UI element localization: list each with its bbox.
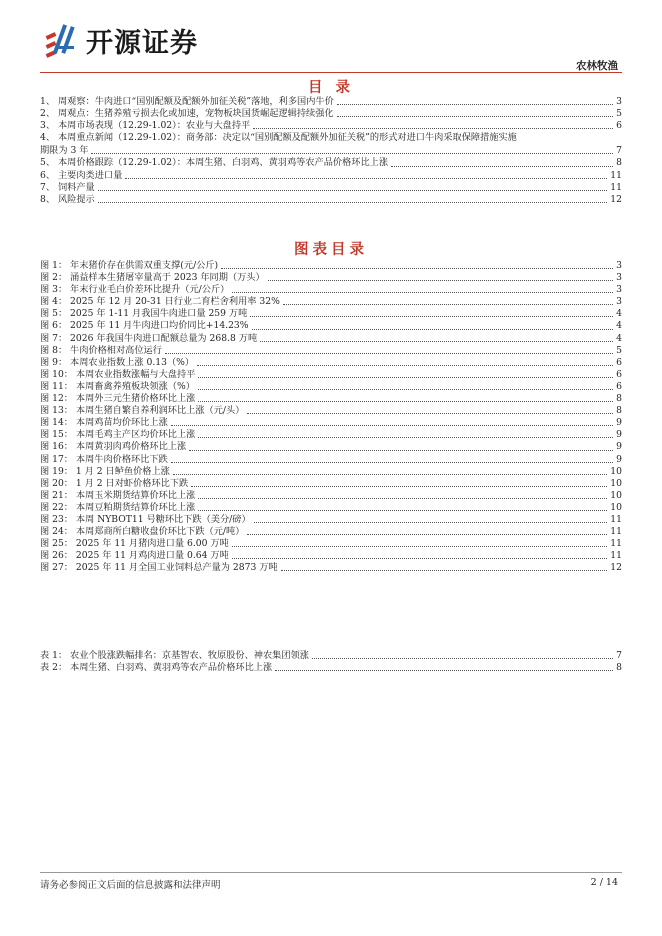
- figure-item-page: 9: [616, 429, 622, 441]
- figure-item[interactable]: [40, 514, 622, 526]
- toc-item[interactable]: 1、 周观察：牛肉进口“国别配额及配额外加征关税”落地，利多国内牛价 3: [40, 96, 622, 107]
- figure-item[interactable]: [40, 405, 622, 417]
- figure-item-label: 图 23： 本周 NYBOT11 号糖环比下跌（美分/磅）: [40, 513, 251, 525]
- figure-item-label: 图 4： 2025 年 12 月 20-31 日行业二育栏舍利用率 32%: [40, 296, 280, 308]
- table-item[interactable]: [40, 662, 622, 674]
- figure-item[interactable]: [40, 369, 622, 381]
- figure-item[interactable]: [40, 550, 622, 562]
- dot-leader: [165, 353, 613, 354]
- dot-leader: [198, 437, 613, 438]
- dot-leader: [247, 534, 607, 535]
- figure-item-label: 图 20： 1 月 2 日对虾价格环比下跌: [40, 477, 189, 489]
- figure-item-page: 8: [616, 405, 622, 417]
- brand-name: 开源证券: [86, 27, 198, 59]
- figure-item[interactable]: [40, 526, 622, 538]
- figure-item[interactable]: [40, 345, 622, 357]
- figure-item[interactable]: [40, 441, 622, 453]
- figures-list: [40, 260, 622, 574]
- figure-item[interactable]: [40, 502, 622, 514]
- figure-item[interactable]: [40, 357, 622, 369]
- dot-leader: [247, 413, 613, 414]
- toc-item[interactable]: 5、 本周价格跟踪（12.29-1.02）：本周生猪、白羽鸡、黄羽鸡等农产品价格环比上涨 8: [40, 157, 622, 169]
- figure-item-label: 图 26： 2025 年 11 月鸡肉进口量 0.64 万吨: [40, 550, 229, 562]
- figure-item-label: 图 12： 本周外三元生猪价格环比上涨: [40, 393, 196, 405]
- figure-item-page: 6: [616, 380, 622, 392]
- toc-item[interactable]: 8、 风险提示 12: [40, 193, 622, 205]
- figure-item[interactable]: [40, 417, 622, 429]
- figure-item-page: 3: [616, 272, 622, 284]
- figure-item[interactable]: [40, 308, 622, 320]
- page-number: 2 / 14: [590, 877, 618, 888]
- footer-divider: [40, 872, 622, 873]
- dot-leader: [250, 316, 613, 317]
- logo-mark-icon: [44, 20, 78, 60]
- figures-title: 图表目录: [294, 241, 368, 258]
- figure-item-label: 图 8： 牛肉价格相对高位运行: [40, 344, 162, 356]
- figure-item[interactable]: [40, 381, 622, 393]
- figure-item[interactable]: [40, 466, 622, 478]
- figure-item-page: 10: [610, 477, 622, 489]
- figure-item-page: 10: [610, 501, 622, 513]
- toc-item[interactable]: 2、 周观点：生猪养殖亏损去化或加速，宠物板块国货崛起逻辑持续强化 5: [40, 108, 622, 120]
- header-divider: [40, 72, 622, 73]
- figure-item-page: 3: [616, 296, 622, 308]
- dot-leader: [198, 389, 613, 390]
- figure-item-label: 图 1： 年末猪价存在供需双重支撑(元/公斤): [40, 260, 219, 271]
- figure-item-page: 4: [616, 308, 622, 320]
- figure-item[interactable]: [40, 490, 622, 502]
- figure-item-page: 3: [616, 284, 622, 296]
- figure-item[interactable]: [40, 478, 622, 490]
- figure-item[interactable]: [40, 296, 622, 308]
- table-item[interactable]: [40, 650, 622, 662]
- figure-item[interactable]: [40, 320, 622, 332]
- dot-leader: [197, 365, 613, 366]
- figure-item-label: 图 3： 年末行业毛白价差环比提升（元/公斤）: [40, 284, 230, 296]
- figure-item[interactable]: [40, 429, 622, 441]
- toc-item[interactable]: 6、 主要肉类进口量 11: [40, 169, 622, 181]
- figure-item-label: 图 11： 本周畜禽养殖板块领涨（%）: [40, 380, 195, 392]
- figure-item-label: 图 15： 本周毛鸡主产区均价环比上涨: [40, 429, 196, 441]
- figure-item-label: 图 21： 本周玉米期货结算价环比上涨: [40, 489, 196, 501]
- figure-item-page: 9: [616, 441, 622, 453]
- figure-item-page: 10: [610, 489, 622, 501]
- figure-item[interactable]: [40, 393, 622, 405]
- figure-item-page: 4: [616, 320, 622, 332]
- figure-item-page: 11: [610, 526, 622, 538]
- dot-leader: [252, 329, 614, 330]
- figure-item-label: 图 7： 2026 年我国牛肉进口配额总量为 268.8 万吨: [40, 332, 258, 344]
- figure-item-label: 图 25： 2025 年 11 月猪肉进口量 6.00 万吨: [40, 538, 229, 550]
- dot-leader: [173, 474, 607, 475]
- figure-item-page: 3: [616, 260, 622, 271]
- table-item-page: 7: [616, 650, 622, 661]
- dot-leader: [268, 280, 613, 281]
- toc-title: 目 录: [307, 79, 355, 96]
- toc-item[interactable]: 7、 饲料产量 11: [40, 181, 622, 193]
- dot-leader: [232, 558, 608, 559]
- dot-leader: [281, 570, 608, 571]
- toc-item[interactable]: 4、 本周重点新闻（12.29-1.02）：商务部：决定以“国别配额及配额外加征关税”的形式对进口牛肉采取保障措施实施 期限为 3 年 7: [40, 132, 622, 156]
- figure-item[interactable]: [40, 333, 622, 345]
- dot-leader: [232, 292, 613, 293]
- dot-leader: [221, 268, 613, 269]
- figure-item-page: 11: [610, 550, 622, 562]
- dot-leader: [198, 377, 613, 378]
- dot-leader: [254, 522, 608, 523]
- figure-item-label: 图 5： 2025 年 1-11 月我国牛肉进口量 259 万吨: [40, 308, 248, 320]
- figure-item-page: 11: [610, 513, 622, 525]
- figure-item-page: 10: [610, 465, 622, 477]
- figure-item-page: 11: [610, 538, 622, 550]
- dot-leader: [283, 304, 613, 305]
- dot-leader: [198, 401, 613, 402]
- figure-item-label: 图 17： 本周牛肉价格环比下跌: [40, 453, 168, 465]
- figure-item-page: 9: [616, 417, 622, 429]
- figure-item-label: 图 9： 本周农业指数上涨 0.13（%）: [40, 356, 195, 368]
- dot-leader: [198, 498, 607, 499]
- figure-item-label: 图 6： 2025 年 11 月牛肉进口均价同比+14.23%: [40, 320, 249, 332]
- toc-list: [40, 96, 622, 206]
- figure-item[interactable]: [40, 454, 622, 466]
- figure-item-label: 图 22： 本周豆粕期货结算价环比上涨: [40, 501, 196, 513]
- figure-item-label: 图 2： 涌益样本生猪屠宰量高于 2023 年同期（万头）: [40, 272, 265, 284]
- figure-item-page: 9: [616, 453, 622, 465]
- figure-item-label: 图 13： 本周生猪自繁自养利润环比上涨（元/头）: [40, 405, 245, 417]
- dot-leader: [198, 510, 607, 511]
- figure-item[interactable]: [40, 562, 622, 574]
- figure-item-page: 12: [610, 562, 622, 574]
- dot-leader: [275, 670, 613, 671]
- dot-leader: [232, 546, 608, 547]
- figure-item-label: 图 14： 本周鸡苗均价环比上涨: [40, 417, 168, 429]
- dot-leader: [171, 462, 613, 463]
- company-logo: [44, 18, 198, 62]
- figure-item[interactable]: [40, 284, 622, 296]
- table-item-label: 表 2： 本周生猪、白羽鸡、黄羽鸡等农产品价格环比上涨: [40, 662, 273, 674]
- figure-item-page: 6: [616, 356, 622, 368]
- figure-item-label: 图 24： 本周郑商所白糖收盘价环比下跌（元/吨）: [40, 526, 245, 538]
- toc-item[interactable]: 3、 本周市场表现（12.29-1.02）：农业与大盘持平 6: [40, 120, 622, 132]
- figure-item[interactable]: [40, 272, 622, 284]
- dot-leader: [189, 450, 613, 451]
- figure-item-page: 8: [616, 393, 622, 405]
- figure-item-label: 图 16： 本周黄羽肉鸡价格环比上涨: [40, 441, 187, 453]
- dot-leader: [171, 425, 613, 426]
- figure-item-label: 图 27： 2025 年 11 月全国工业饲料总产量为 2873 万吨: [40, 562, 278, 574]
- figure-item-page: 4: [616, 332, 622, 344]
- table-item-page: 8: [616, 662, 622, 674]
- table-item-label: 表 1： 农业个股涨跌幅排名：京基智农、牧原股份、神农集团领涨: [40, 650, 309, 661]
- figure-item-label: 图 19： 1 月 2 日鲈鱼价格上涨: [40, 465, 170, 477]
- dot-leader: [260, 341, 613, 342]
- dot-leader: [312, 658, 613, 659]
- dot-leader: [191, 486, 607, 487]
- tables-list: [40, 650, 622, 674]
- figure-item-page: 6: [616, 368, 622, 380]
- figure-item-label: 图 10： 本周农业指数涨幅与大盘持平: [40, 368, 196, 380]
- figure-item-page: 5: [616, 344, 622, 356]
- industry-label: 农林牧渔: [576, 60, 618, 72]
- figure-item[interactable]: [40, 260, 622, 272]
- figure-item[interactable]: [40, 538, 622, 550]
- footer-disclaimer: 请务必参阅正文后面的信息披露和法律声明: [40, 880, 221, 891]
